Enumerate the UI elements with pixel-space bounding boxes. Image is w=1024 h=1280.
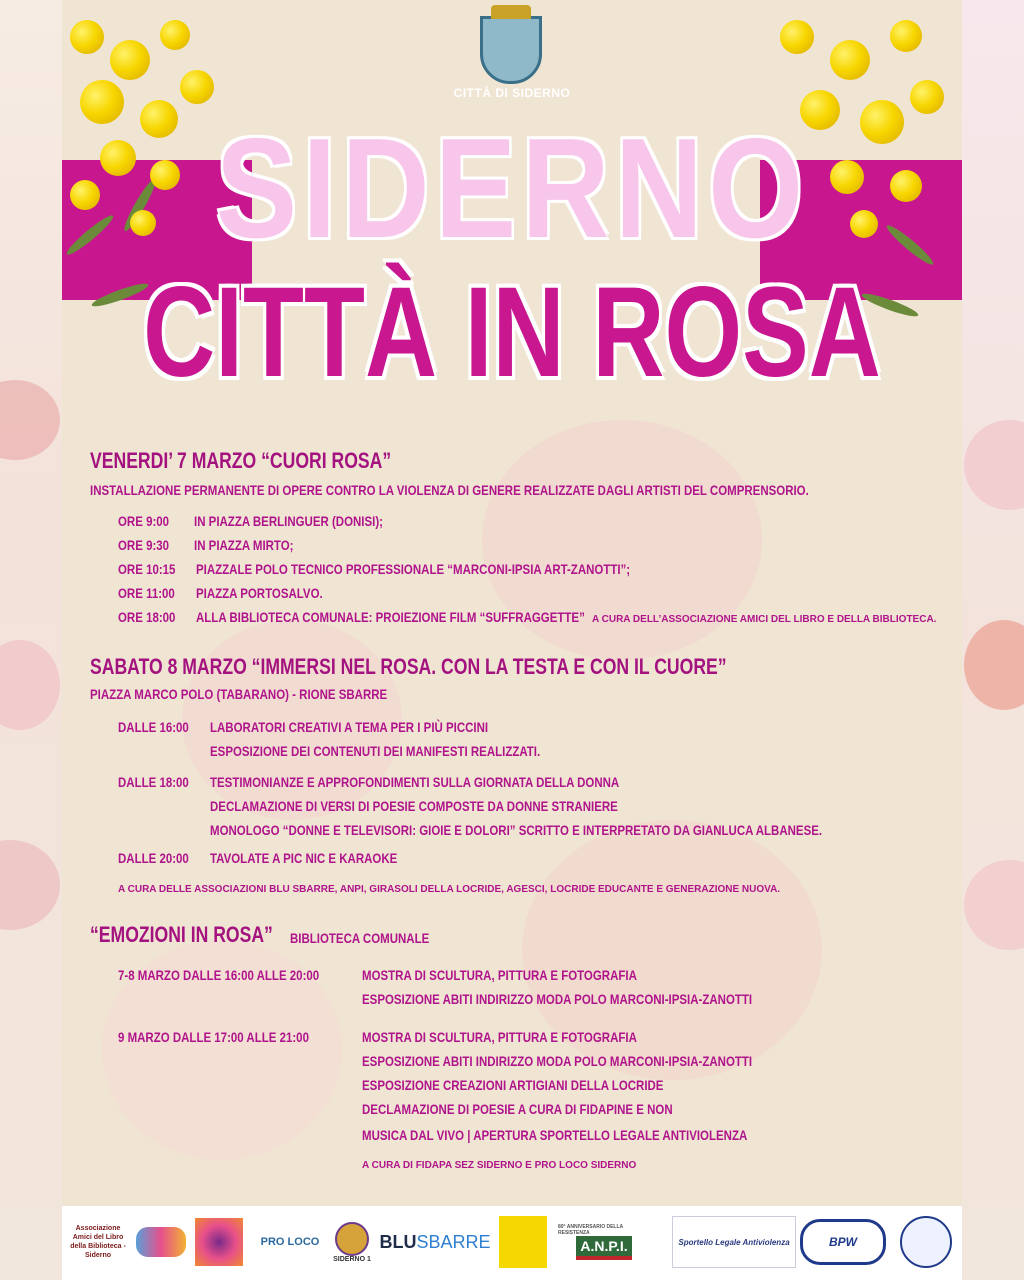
s3-line-1a: MOSTRA DI SCULTURA, PITTURA E FOTOGRAFIA [362,967,637,983]
s1-time-4: ORE 11:00 [118,585,175,601]
s3-line-2a: MOSTRA DI SCULTURA, PITTURA E FOTOGRAFIA [362,1029,637,1045]
locride-educante-logo [134,1216,188,1268]
section1-subtitle: INSTALLAZIONE PERMANENTE DI OPERE CONTRO LA VIOLENZA DI GENERE REALIZZATE DAGLI ARTISTI DEL COMPRENSORIO. [90,482,809,498]
s2-line-1a: LABORATORI CREATIVI A TEMA PER I PIÙ PICCINI [210,719,489,735]
section3-note: A CURA DI FIDAPA SEZ SIDERNO E PRO LOCO SIDERNO [362,1160,637,1171]
s1-time-2: ORE 9:30 [118,537,170,553]
amici-del-libro-logo [68,1216,128,1268]
section3-heading: “EMOZIONI IN ROSA” [90,922,273,947]
s2-time-2: DALLE 18:00 [118,774,189,790]
blu-sbarre-logo [379,1216,491,1268]
s3-line-2c: ESPOSIZIONE CREAZIONI ARTIGIANI DELLA LOCRIDE [362,1077,664,1093]
anpi-text: A.N.P.I. [576,1236,631,1260]
coat-of-arms-icon [480,16,542,84]
s1-time-3: ORE 10:15 [118,561,176,577]
scout-siderno-logo [324,1216,380,1268]
s2-line-2a: TESTIMONIANZE E APPROFONDIMENTI SULLA GIORNATA DELLA DONNA [210,774,620,790]
s1-text-1: IN PIAZZA BERLINGUER (DONISI); [194,513,383,529]
s2-line-1b: ESPOSIZIONE DEI CONTENUTI DEI MANIFESTI REALIZZATI. [210,743,541,759]
sportello-text: Sportello Legale Antiviolenza [678,1237,790,1247]
s3-line-2b: ESPOSIZIONE ABITI INDIRIZZO MODA POLO MARCONI-IPSIA-ZANOTTI [362,1053,753,1069]
left-floral-background [0,0,62,1280]
section2-heading: SABATO 8 MARZO “IMMERSI NEL ROSA. CON LA TESTA E CON IL CUORE” [90,654,727,679]
s1-text-4: PIAZZA PORTOSALVO. [196,585,323,601]
s3-line-2d: DECLAMAZIONE DI POESIE A CURA DI FIDAPINE E NON [362,1101,673,1117]
bpw-logo [800,1216,886,1268]
section1-heading: VENERDI’ 7 MARZO “CUORI ROSA” [90,448,392,473]
special-olympics-logo [498,1216,548,1268]
girasoli-logo [194,1216,244,1268]
pro-loco-text: PRO LOCO [260,1236,320,1248]
pro-loco-logo [260,1216,320,1268]
sportello-antiviolenza-logo [672,1216,796,1268]
s1-text-2: IN PIAZZA MIRTO; [194,537,294,553]
s3-line-1b: ESPOSIZIONE ABITI INDIRIZZO MODA POLO MARCONI-IPSIA-ZANOTTI [362,991,753,1007]
section3-heading-suffix: BIBLIOTECA COMUNALE [290,930,430,946]
bpw-text: BPW [800,1219,886,1265]
s2-time-3: DALLE 20:00 [118,850,189,866]
title-siderno: SIDERNO [215,109,809,268]
s2-line-2b: DECLAMAZIONE DI VERSI DI POESIE COMPOSTE DA DONNE STRANIERE [210,798,618,814]
s1-text-5: ALLA BIBLIOTECA COMUNALE: PROIEZIONE FILM “SUFFRAGGETTE” [196,609,585,625]
anpi-logo [558,1216,650,1268]
anpi-anniversary-text: 80° ANNIVERSARIO DELLA RESISTENZA [558,1224,623,1236]
blu-text: BLU [379,1231,417,1252]
s3-time-1: 7-8 MARZO DALLE 16:00 ALLE 20:00 [118,967,320,983]
fidapa-logo [900,1216,952,1268]
right-floral-background [962,0,1024,1280]
city-label: CITTÀ DI SIDERNO [453,86,571,100]
s2-time-1: DALLE 16:00 [118,719,189,735]
s1-note-5: A CURA DELL’ASSOCIAZIONE AMICI DEL LIBRO E DELLA BIBLIOTECA. [592,614,937,625]
scout-text: SIDERNO 1 [333,1255,371,1263]
title-citta-in-rosa: CITTÀ IN ROSA [143,261,881,404]
s1-text-3: PIAZZALE POLO TECNICO PROFESSIONALE “MARCONI-IPSIA ART-ZANOTTI”; [196,561,631,577]
s2-line-2c: MONOLOGO “DONNE E TELEVISORI: GIOIE E DOLORI” SCRITTO E INTERPRETATO DA GIANLUCA ALBANESE. [210,822,823,838]
amici-del-libro-text: Associazione Amici del Libro della Biblioteca - Siderno [70,1225,126,1259]
s1-time-5: ORE 18:00 [118,609,176,625]
section2-subtitle: PIAZZA MARCO POLO (TABARANO) - RIONE SBARRE [90,686,388,702]
s1-time-1: ORE 9:00 [118,513,170,529]
s3-line-2e: MUSICA DAL VIVO | APERTURA SPORTELLO LEGALE ANTIVIOLENZA [362,1127,748,1143]
section2-note: A CURA DELLE ASSOCIAZIONI BLU SBARRE, ANPI, GIRASOLI DELLA LOCRIDE, AGESCI, LOCRIDE EDUCANTE E GENERAZIONE NUOVA. [118,884,781,895]
sbarre-text: SBARRE [416,1231,491,1252]
sponsor-logos-bar [62,1206,962,1280]
s3-time-2: 9 MARZO DALLE 17:00 ALLE 21:00 [118,1029,309,1045]
s2-line-3a: TAVOLATE A PIC NIC E KARAOKE [210,850,398,866]
